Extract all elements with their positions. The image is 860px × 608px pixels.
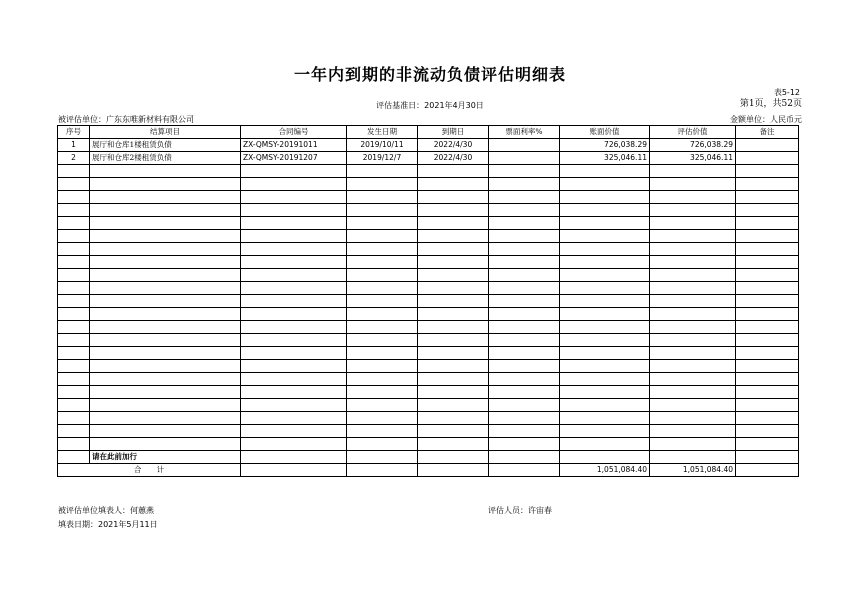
cell-empty xyxy=(560,386,650,399)
cell-empty xyxy=(650,438,736,451)
cell-empty xyxy=(560,308,650,321)
cell-empty xyxy=(241,438,347,451)
cell-empty xyxy=(650,269,736,282)
cell-empty xyxy=(418,386,489,399)
header-start-date: 发生日期 xyxy=(347,126,418,139)
cell-rate xyxy=(489,139,560,152)
cell-empty xyxy=(58,295,90,308)
cell-empty xyxy=(241,165,347,178)
header-eval-value: 评估价值 xyxy=(650,126,736,139)
cell-empty xyxy=(90,243,241,256)
empty-row xyxy=(58,438,799,451)
empty-row xyxy=(58,412,799,425)
cell-empty xyxy=(736,347,799,360)
preparer: 被评估单位填表人：何蕙燕 xyxy=(58,506,154,515)
cell-empty xyxy=(58,373,90,386)
currency-unit: 金额单位：人民币元 xyxy=(730,115,802,124)
cell-empty xyxy=(560,269,650,282)
cell-empty xyxy=(418,191,489,204)
cell-empty xyxy=(58,217,90,230)
cell-empty xyxy=(347,243,418,256)
cell-empty xyxy=(418,347,489,360)
cell-empty xyxy=(650,425,736,438)
empty-row xyxy=(58,191,799,204)
cell-empty xyxy=(560,334,650,347)
cell-empty xyxy=(489,295,560,308)
cell-empty xyxy=(560,438,650,451)
empty-row xyxy=(58,334,799,347)
cell-empty xyxy=(489,334,560,347)
cell-empty xyxy=(241,360,347,373)
cell-empty xyxy=(650,321,736,334)
cell-empty xyxy=(241,412,347,425)
header-note: 备注 xyxy=(736,126,799,139)
cell-empty xyxy=(241,269,347,282)
cell-empty xyxy=(58,204,90,217)
cell-empty xyxy=(58,334,90,347)
cell-empty xyxy=(418,165,489,178)
cell-empty xyxy=(241,295,347,308)
cell-empty xyxy=(418,438,489,451)
empty-row xyxy=(58,217,799,230)
cell-empty xyxy=(241,282,347,295)
total-eval-value: 1,051,084.40 xyxy=(650,464,736,477)
cell-empty xyxy=(418,295,489,308)
cell-note xyxy=(736,152,799,165)
cell-empty xyxy=(90,217,241,230)
cell-empty xyxy=(489,373,560,386)
cell-empty xyxy=(489,243,560,256)
cell-empty xyxy=(736,464,799,477)
cell-contract: ZX-QMSY-20191011 xyxy=(241,139,347,152)
total-row xyxy=(58,464,799,477)
cell-empty xyxy=(241,321,347,334)
cell-empty xyxy=(489,230,560,243)
cell-empty xyxy=(90,230,241,243)
cell-empty xyxy=(736,386,799,399)
cell-empty xyxy=(489,360,560,373)
empty-row xyxy=(58,425,799,438)
cell-empty xyxy=(347,295,418,308)
empty-row xyxy=(58,347,799,360)
cell-empty xyxy=(650,256,736,269)
cell-empty xyxy=(58,269,90,282)
cell-empty xyxy=(90,399,241,412)
cell-item: 展厅和仓库2楼租赁负债 xyxy=(90,152,241,165)
cell-due-date: 2022/4/30 xyxy=(418,139,489,152)
empty-row xyxy=(58,178,799,191)
cell-empty xyxy=(347,386,418,399)
cell-empty xyxy=(489,425,560,438)
cell-empty xyxy=(58,191,90,204)
cell-empty xyxy=(347,347,418,360)
cell-empty xyxy=(58,347,90,360)
cell-empty xyxy=(489,399,560,412)
cell-empty xyxy=(58,321,90,334)
cell-empty xyxy=(347,256,418,269)
cell-note xyxy=(736,139,799,152)
total-book-value: 1,051,084.40 xyxy=(560,464,650,477)
page-title: 一年内到期的非流动负债评估明细表 xyxy=(293,65,566,84)
cell-empty xyxy=(58,165,90,178)
cell-empty xyxy=(418,308,489,321)
cell-empty xyxy=(418,321,489,334)
header-due-date: 到期日 xyxy=(418,126,489,139)
cell-empty xyxy=(560,191,650,204)
cell-empty xyxy=(650,399,736,412)
cell-eval-value: 325,046.11 xyxy=(650,152,736,165)
cell-empty xyxy=(347,438,418,451)
cell-empty xyxy=(560,412,650,425)
cell-empty xyxy=(347,399,418,412)
total-label: 合 计 xyxy=(58,464,241,477)
cell-empty xyxy=(736,243,799,256)
empty-row xyxy=(58,282,799,295)
cell-empty xyxy=(489,308,560,321)
cell-empty xyxy=(241,230,347,243)
cell-empty xyxy=(58,230,90,243)
cell-empty xyxy=(736,165,799,178)
cell-start-date: 2019/12/7 xyxy=(347,152,418,165)
cell-empty xyxy=(736,321,799,334)
cell-empty xyxy=(736,360,799,373)
cell-empty xyxy=(347,360,418,373)
empty-row xyxy=(58,230,799,243)
cell-empty xyxy=(241,373,347,386)
cell-empty xyxy=(650,451,736,464)
cell-empty xyxy=(347,334,418,347)
cell-empty xyxy=(418,178,489,191)
cell-empty xyxy=(736,282,799,295)
cell-empty xyxy=(650,308,736,321)
cell-empty xyxy=(90,373,241,386)
empty-row xyxy=(58,295,799,308)
cell-empty xyxy=(650,165,736,178)
cell-empty xyxy=(418,217,489,230)
cell-empty xyxy=(90,269,241,282)
cell-empty xyxy=(650,295,736,308)
cell-empty xyxy=(560,321,650,334)
cell-empty xyxy=(58,282,90,295)
cell-empty xyxy=(418,256,489,269)
cell-empty xyxy=(489,178,560,191)
cell-empty xyxy=(650,217,736,230)
cell-empty xyxy=(90,360,241,373)
cell-empty xyxy=(241,204,347,217)
cell-empty xyxy=(347,269,418,282)
cell-empty xyxy=(560,282,650,295)
cell-empty xyxy=(560,230,650,243)
cell-empty xyxy=(241,308,347,321)
cell-item: 展厅和仓库1楼租赁负债 xyxy=(90,139,241,152)
empty-row xyxy=(58,321,799,334)
cell-empty xyxy=(418,451,489,464)
fill-date: 填表日期：2021年5月11日 xyxy=(58,520,158,529)
cell-empty xyxy=(241,178,347,191)
cell-empty xyxy=(736,191,799,204)
cell-empty xyxy=(241,334,347,347)
cell-empty xyxy=(90,412,241,425)
cell-empty xyxy=(418,269,489,282)
cell-empty xyxy=(90,425,241,438)
cell-eval-value: 726,038.29 xyxy=(650,139,736,152)
cell-empty xyxy=(489,282,560,295)
cell-empty xyxy=(560,360,650,373)
cell-empty xyxy=(347,451,418,464)
cell-empty xyxy=(489,256,560,269)
cell-empty xyxy=(347,165,418,178)
cell-empty xyxy=(241,243,347,256)
cell-empty xyxy=(650,347,736,360)
cell-empty xyxy=(58,425,90,438)
cell-empty xyxy=(90,165,241,178)
cell-empty xyxy=(650,191,736,204)
cell-empty xyxy=(736,217,799,230)
cell-empty xyxy=(90,295,241,308)
empty-row xyxy=(58,256,799,269)
cell-empty xyxy=(650,243,736,256)
cell-empty xyxy=(418,360,489,373)
cell-empty xyxy=(241,464,347,477)
cell-empty xyxy=(418,230,489,243)
cell-empty xyxy=(489,165,560,178)
cell-empty xyxy=(560,165,650,178)
cell-empty xyxy=(650,386,736,399)
cell-empty xyxy=(347,464,418,477)
cell-empty xyxy=(58,412,90,425)
cell-empty xyxy=(489,451,560,464)
cell-empty xyxy=(241,217,347,230)
empty-row xyxy=(58,204,799,217)
cell-empty xyxy=(650,230,736,243)
table-code: 表5-12 xyxy=(773,88,800,97)
cell-empty xyxy=(489,204,560,217)
header-contract: 合同编号 xyxy=(241,126,347,139)
empty-row xyxy=(58,386,799,399)
empty-row xyxy=(58,165,799,178)
cell-empty xyxy=(58,178,90,191)
cell-empty xyxy=(736,412,799,425)
cell-empty xyxy=(736,425,799,438)
cell-empty xyxy=(736,334,799,347)
cell-empty xyxy=(489,412,560,425)
cell-empty xyxy=(347,191,418,204)
cell-empty xyxy=(58,451,90,464)
cell-empty xyxy=(90,282,241,295)
cell-empty xyxy=(736,451,799,464)
cell-empty xyxy=(418,399,489,412)
cell-empty xyxy=(241,425,347,438)
cell-empty xyxy=(90,308,241,321)
cell-empty xyxy=(418,464,489,477)
header-row xyxy=(58,126,799,139)
appraiser: 评估人员：许宙春 xyxy=(488,506,552,515)
table-row xyxy=(58,139,799,152)
cell-empty xyxy=(241,347,347,360)
add-row-hint: 请在此前加行 xyxy=(90,451,241,464)
cell-empty xyxy=(418,204,489,217)
cell-empty xyxy=(489,464,560,477)
cell-empty xyxy=(560,295,650,308)
cell-empty xyxy=(347,204,418,217)
cell-empty xyxy=(736,230,799,243)
cell-empty xyxy=(347,217,418,230)
cell-empty xyxy=(90,204,241,217)
cell-empty xyxy=(58,256,90,269)
detail-table xyxy=(57,125,799,477)
cell-empty xyxy=(90,334,241,347)
cell-empty xyxy=(560,425,650,438)
header-no: 序号 xyxy=(58,126,90,139)
cell-empty xyxy=(347,308,418,321)
cell-empty xyxy=(736,269,799,282)
add-row-hint-row xyxy=(58,451,799,464)
cell-empty xyxy=(489,438,560,451)
cell-empty xyxy=(347,321,418,334)
cell-empty xyxy=(650,204,736,217)
cell-empty xyxy=(489,269,560,282)
cell-empty xyxy=(736,295,799,308)
cell-empty xyxy=(560,243,650,256)
cell-empty xyxy=(489,191,560,204)
cell-empty xyxy=(90,256,241,269)
empty-row xyxy=(58,360,799,373)
cell-empty xyxy=(560,399,650,412)
header-book-value: 账面价值 xyxy=(560,126,650,139)
cell-empty xyxy=(241,451,347,464)
cell-empty xyxy=(560,347,650,360)
cell-empty xyxy=(736,308,799,321)
empty-row xyxy=(58,308,799,321)
cell-empty xyxy=(58,399,90,412)
cell-empty xyxy=(90,321,241,334)
cell-empty xyxy=(736,373,799,386)
cell-empty xyxy=(650,178,736,191)
cell-empty xyxy=(90,191,241,204)
cell-empty xyxy=(560,178,650,191)
cell-empty xyxy=(241,191,347,204)
cell-empty xyxy=(418,282,489,295)
page-info: 第1页，共52页 xyxy=(739,99,802,109)
appraised-unit: 被评估单位：广东东唯新材料有限公司 xyxy=(58,115,194,124)
cell-empty xyxy=(58,308,90,321)
cell-empty xyxy=(58,360,90,373)
cell-empty xyxy=(347,412,418,425)
cell-empty xyxy=(90,347,241,360)
cell-empty xyxy=(418,412,489,425)
cell-empty xyxy=(241,386,347,399)
cell-empty xyxy=(347,282,418,295)
cell-empty xyxy=(58,438,90,451)
cell-empty xyxy=(489,386,560,399)
cell-empty xyxy=(241,399,347,412)
cell-empty xyxy=(560,256,650,269)
cell-empty xyxy=(650,373,736,386)
header-rate: 票面利率% xyxy=(489,126,560,139)
cell-no: 1 xyxy=(58,139,90,152)
cell-due-date: 2022/4/30 xyxy=(418,152,489,165)
cell-empty xyxy=(560,217,650,230)
cell-empty xyxy=(418,243,489,256)
cell-empty xyxy=(418,334,489,347)
cell-empty xyxy=(90,178,241,191)
cell-empty xyxy=(347,425,418,438)
cell-empty xyxy=(650,282,736,295)
cell-start-date: 2019/10/11 xyxy=(347,139,418,152)
empty-row xyxy=(58,399,799,412)
cell-empty xyxy=(347,178,418,191)
cell-empty xyxy=(736,204,799,217)
cell-empty xyxy=(418,425,489,438)
cell-empty xyxy=(736,256,799,269)
cell-empty xyxy=(736,178,799,191)
cell-empty xyxy=(736,438,799,451)
cell-contract: ZX-QMSY-20191207 xyxy=(241,152,347,165)
cell-empty xyxy=(90,386,241,399)
cell-book-value: 726,038.29 xyxy=(560,139,650,152)
table-row xyxy=(58,152,799,165)
cell-empty xyxy=(560,204,650,217)
cell-empty xyxy=(650,334,736,347)
header-item: 结算项目 xyxy=(90,126,241,139)
cell-empty xyxy=(736,399,799,412)
cell-empty xyxy=(560,451,650,464)
cell-book-value: 325,046.11 xyxy=(560,152,650,165)
cell-empty xyxy=(241,256,347,269)
empty-row xyxy=(58,373,799,386)
cell-empty xyxy=(347,230,418,243)
base-date: 评估基准日：2021年4月30日 xyxy=(376,101,484,110)
cell-empty xyxy=(347,373,418,386)
cell-empty xyxy=(58,386,90,399)
cell-empty xyxy=(489,321,560,334)
cell-empty xyxy=(650,360,736,373)
cell-rate xyxy=(489,152,560,165)
cell-empty xyxy=(90,438,241,451)
cell-empty xyxy=(418,373,489,386)
empty-row xyxy=(58,269,799,282)
cell-no: 2 xyxy=(58,152,90,165)
cell-empty xyxy=(489,347,560,360)
cell-empty xyxy=(560,373,650,386)
cell-empty xyxy=(58,243,90,256)
cell-empty xyxy=(650,412,736,425)
cell-empty xyxy=(489,217,560,230)
empty-row xyxy=(58,243,799,256)
